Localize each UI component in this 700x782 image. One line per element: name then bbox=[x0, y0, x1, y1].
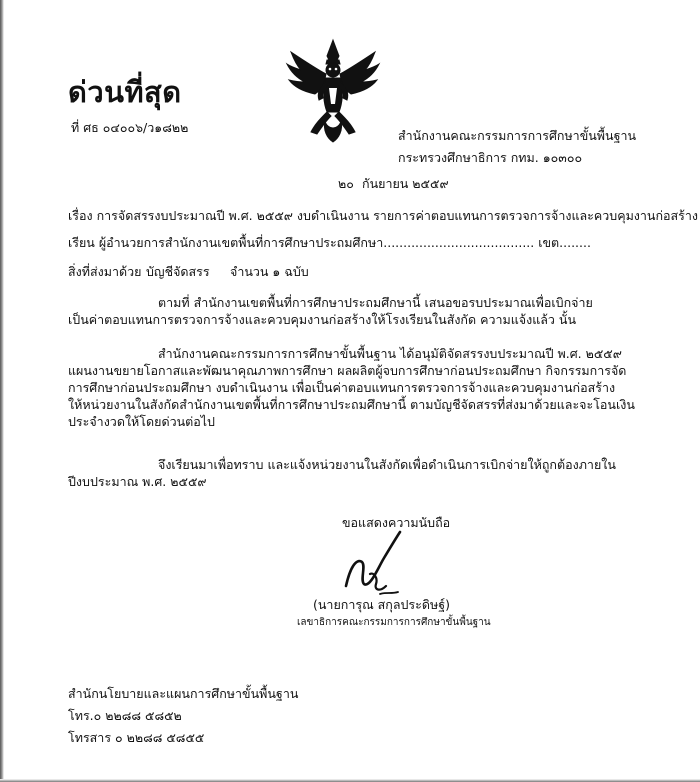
enclosure-label: สิ่งที่ส่งมาด้วย bbox=[68, 264, 142, 279]
paragraph-line: เป็นค่าตอบแทนการตรวจการจ้างและควบคุมงานก่อสร้างให้โรงเรียนในสังกัด ความแจ้งแล้ว นั้น bbox=[68, 312, 577, 327]
paragraph-line: แผนงานขยายโอกาสและพัฒนาคุณภาพการศึกษา ผลผลิตผู้จบการศึกษาก่อนประถมศึกษา กิจกรรมการจัด bbox=[68, 363, 627, 378]
date-month-year: กันยายน ๒๕๕๙ bbox=[362, 176, 449, 191]
subject-line: เรื่อง การจัดสรรงบประมาณปี พ.ศ. ๒๕๕๙ งบดำเนินงาน รายการค่าตอบแทนการตรวจการจ้างและควบคุมงานก่อสร้าง bbox=[68, 208, 699, 223]
scan-edge-left bbox=[0, 0, 4, 782]
agency-address: กระทรวงศึกษาธิการ กทม. ๑๐๓๐๐ bbox=[398, 150, 583, 165]
agency-name: สำนักงานคณะกรรมการการศึกษาขั้นพื้นฐาน bbox=[398, 128, 637, 143]
paragraph-line: จึงเรียนมาเพื่อทราบ และแจ้งหน่วยงานในสังกัดเพื่อดำเนินการเบิกจ่ายให้ถูกต้องภายใน bbox=[158, 457, 616, 472]
enclosure-count: จำนวน ๑ ฉบับ bbox=[230, 264, 309, 279]
fax-number: โทรสาร ๐ ๒๒๘๘ ๕๘๕๕ bbox=[68, 730, 205, 745]
date-day: ๒๐ bbox=[338, 176, 354, 191]
paragraph-line: สำนักงานคณะกรรมการการศึกษาขั้นพื้นฐาน ได้อนุมัติจัดสรรงบประมาณปี พ.ศ. ๒๕๕๙ bbox=[158, 346, 622, 361]
telephone-number: โทร.๐ ๒๒๘๘ ๕๘๕๒ bbox=[68, 708, 182, 723]
signer-name: (นายการุณ สกุลประดิษฐ์) bbox=[313, 597, 450, 612]
issuing-office: สำนักนโยบายและแผนการศึกษาขั้นพื้นฐาน bbox=[68, 686, 299, 701]
paragraph-line: ปีงบประมาณ พ.ศ. ๒๕๕๙ bbox=[68, 474, 207, 489]
body-paragraph-3 bbox=[68, 456, 624, 490]
document-number: ที่ ศธ ๐๔๐๐๖/ว๑๘๒๒ bbox=[71, 120, 189, 135]
recipient-line: เรียน ผู้อำนวยการสำนักงานเขตพื้นที่การศึกษาประถมศึกษา...................................... เขต........ bbox=[68, 235, 591, 250]
paragraph-line: การศึกษาก่อนประถมศึกษา งบดำเนินงาน เพื่อเป็นค่าตอบแทนการตรวจการจ้างและควบคุมงานก่อสร้าง bbox=[68, 380, 616, 395]
paragraph-line: ตามที่ สำนักงานเขตพื้นที่การศึกษาประถมศึกษานี้ เสนอขอรบประมาณเพื่อเบิกจ่าย bbox=[158, 295, 593, 310]
garuda-emblem-icon bbox=[285, 38, 381, 144]
handwritten-signature bbox=[340, 528, 420, 600]
body-paragraph-1 bbox=[68, 294, 624, 328]
paragraph-line: ให้หน่วยงานในสังกัดสำนักงานเขตพื้นที่การศึกษาประถมศึกษานี้ ตามบัญชีจัดสรรที่ส่งมาด้วยและจะโอนเงิน bbox=[68, 397, 635, 412]
signer-position: เลขาธิการคณะกรรมการการศึกษาขั้นพื้นฐาน bbox=[297, 617, 491, 628]
closing-salutation: ขอแสดงความนับถือ bbox=[342, 515, 451, 530]
body-paragraph-2 bbox=[68, 345, 635, 430]
paragraph-line: ประจำงวดให้โดยด่วนต่อไป bbox=[68, 414, 215, 429]
urgency-heading: ด่วนที่สุด bbox=[68, 75, 182, 109]
enclosure-item: บัญชีจัดสรร bbox=[146, 264, 210, 279]
